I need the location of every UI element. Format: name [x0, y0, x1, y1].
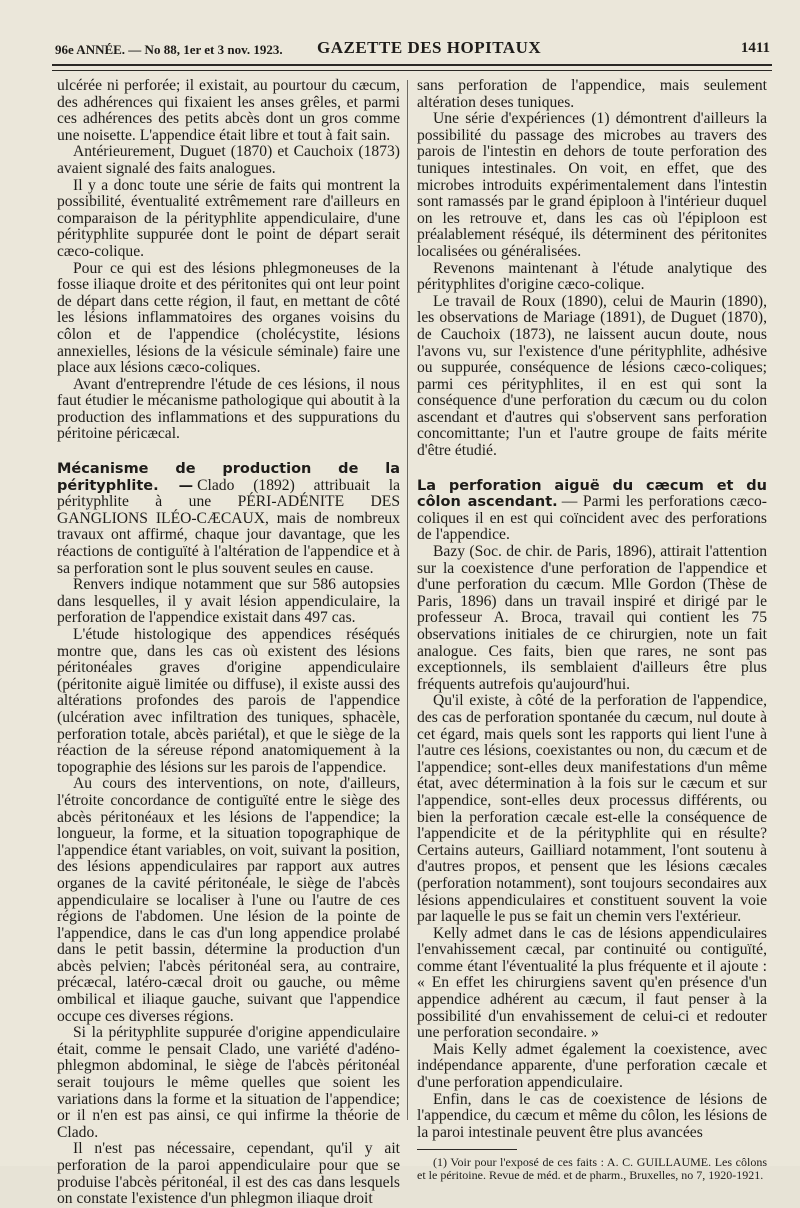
- paragraph: Antérieurement, Duguet (1870) et Cauchoix (1873) avaient signalé des faits analogues.: [57, 143, 400, 177]
- paragraph: Si la pérityphlite suppurée d'origine appendiculaire était, comme le pensait Clado, une variété d'adéno-phlegmon abdominal, le siège de l'abcès péritonéal serait toujours le même quelles que soient les variations dans la forme et la situation de l'appendice; or il n'en est pas ainsi, ce qui infirme la théorie de Clado.: [57, 1024, 400, 1141]
- paragraph: ulcérée ni perforée; il existait, au pourtour du cæcum, des adhérences qui fixaient les anses grêles, et parmi ces adhérences des petits abcès dont un gros comme une noisette. L'appendice était libre et tout à fait sain.: [57, 77, 400, 144]
- page-number: 1411: [740, 40, 770, 56]
- header-rule-thin: [52, 70, 772, 71]
- paragraph: Il n'est pas nécessaire, cependant, qu'il y ait perforation de la paroi appendiculaire pour que se produise l'abcès péritonéal, il est des cas dans lesquels on constate l'existence d'un phlegmon iliaque droit: [57, 1140, 400, 1208]
- header-rule-thick: [52, 64, 772, 66]
- section-paragraph: [57, 461, 400, 577]
- paragraph: Au cours des interventions, on note, d'ailleurs, l'étroite concordance de contiguïté entre le siège des abcès péritonéaux et les lésions de l'appendice; la longueur, la forme, et la situation topographique de l'appendice étant variables, on voit, suivant la position, des lésions appendiculaires par rapport aux autres organes de la cavité péritonéale, le siège de l'abcès appendiculaire se localiser à l'une ou l'autre de ces régions de l'abdomen. Une lésion de la pointe de l'appendice, dans le cas d'un long appendice prolabé dans le petit bassin, détermine la production d'un abcès pelvien; l'abcès péritonéal sera, au contraire, précæcal, latéro-cæcal droit ou gauche, ou même ombilical et iliaque gauche, suivant que l'appendice occupe ces diverses régions.: [57, 775, 400, 1025]
- paragraph-text: — Parmi les perforations cæco-coliques il en est qui coïncident avec des perforations de l'appendice.: [417, 493, 767, 544]
- section-paragraph: [417, 478, 767, 544]
- paragraph: sans perforation de l'appendice, mais seulement altération deses tuniques.: [417, 77, 767, 111]
- footnote: (1) Voir pour l'exposé de ces faits : A. C. GUILLAUME. Les côlons et le péritoine. Revue de méd. et de pharm., Bruxelles, no 7, 1920-1921.: [417, 1155, 767, 1183]
- paragraph: Bazy (Soc. de chir. de Paris, 1896), attirait l'attention sur la coexistence d'une perforation de l'appendice et d'une perforation du cæcum. Mlle Gordon (Thèse de Paris, 1896) dans un travail inspiré et dirigé par le professeur A. Broca, travail qui contient les 75 observations initiales de ce chirurgien, note un fait analogue. Ces faits, bien que rares, ne sont pas exceptionnels, ils semblaient d'ailleurs être plus fréquents autrefois qu'aujourd'hui.: [417, 543, 767, 693]
- paragraph: Une série d'expériences (1) démontrent d'ailleurs la possibilité du passage des microbes au travers des parois de l'intestin en dehors de toute perforation des tuniques intestinales. On voit, en effet, que des microbes introduits expérimentalement dans l'intestin sont ramassés par le grand épiploon à l'intérieur duquel on les retrouve et, dans les cas où l'épiploon est préalablement réséqué, ils déterminent des péritonites localisées ou généralisées.: [417, 110, 767, 260]
- paragraph: Avant d'entreprendre l'étude de ces lésions, il nous faut étudier le mécanisme pathologique qui aboutit à la production des inflammations et des suppurations du péritoine péricæcal.: [57, 375, 400, 443]
- column-separator: [407, 80, 408, 1120]
- paragraph: Enfin, dans le cas de coexistence de lésions de l'appendice, du cæcum et même du côlon, les lésions de la paroi intestinale peuvent être plus avancées: [417, 1090, 767, 1141]
- paragraph: Pour ce qui est des lésions phlegmoneuses de la fosse iliaque droite et des péritonites qui ont leur point de départ dans cette région, il faut, en mettant de côté les lésions inflammatoires des organes voisins du côlon et de l'appendice (cholécystite, lésions annexielles, lésions de la vésicule séminale) faire une place aux lésions cæco-coliques.: [57, 259, 400, 377]
- left-column: [57, 78, 400, 1208]
- issue-info: 96e ANNÉE. — No 88, 1er et 3 nov. 1923.: [55, 42, 283, 57]
- paragraph: Mais Kelly admet également la coexistence, avec indépendance apparente, d'une perforation cæcale et d'une perforation appendiculaire.: [417, 1040, 767, 1092]
- page-header: [55, 38, 770, 62]
- footnote-rule: [417, 1149, 517, 1150]
- section-heading: Mécanisme de production de la pérityphlite. —: [57, 461, 400, 494]
- section-heading: La perforation aiguë du cæcum et du côlon ascendant.: [417, 477, 767, 511]
- paragraph: Qu'il existe, à côté de la perforation de l'appendice, des cas de perforation spontanée du cæcum, nul doute à cet égard, mais quels sont les rapports qui lient l'une à l'autre ces lésions, coexistantes ou non, du cæcum et de l'appendice; sont-elles deux manifestations d'un même état, avec détermination à la fois sur le cæcum et sur l'appendice, sont-elles deux processus différents, ou bien la perforation cæcale est-elle la conséquence de l'appendicite et de la pérityphlite qui en résulte? Certains auteurs, Gailliard notamment, l'ont soutenu à d'autres propos, et pensent que les lésions cæcales (perforation notamment), sont toujours secondaires aux lésions appendiculaires et constituent souvent la voie par laquelle le pus se fait un chemin vers l'extérieur.: [417, 692, 767, 926]
- paragraph: L'étude histologique des appendices réséqués montre que, dans les cas où existent des lésions péritonéales graves d'origine appendiculaire (péritonite aiguë limitée ou diffuse), il existe aussi des altérations profondes des parois de l'appendice (ulcération avec infiltration des tuniques, sphacèle, perforation totale, abcès pariétal), et que le siège de la réaction de la séreuse répond anatomiquement à la topographie des lésions sur les parois de l'appendice.: [57, 626, 400, 776]
- paragraph: Revenons maintenant à l'étude analytique des pérityphlites d'origine cæco-colique.: [417, 259, 767, 294]
- paragraph: Renvers indique notamment que sur 586 autopsies dans lesquelles, il y avait lésion appendiculaire, la perforation de l'appendice existait dans 497 cas.: [57, 576, 400, 627]
- paragraph: Le travail de Roux (1890), celui de Maurin (1890), les observations de Mariage (1891), de Duguet (1870), de Cauchoix (1873), ne laissent aucun doute, nous l'avons vu, sur l'existence d'une pérityphlite, adhésive ou suppurée, conséquence de lésions cæco-coliques; parmi ces pérityphlites, il en est qui sont la conséquence d'une perforation du cæcum ou du colon ascendant et d'autres qui s'observent sans perforation concomittante; l'un et l'autre groupe de faits mérite d'être étudié.: [417, 292, 767, 460]
- paragraph-text: Clado (1892) attribuait la pérityphlite à une PÉRI-ADÉNITE DES GANGLIONS ILÉO-CÆCAUX, mais de nombreux travaux ont affirmé, chaque jour davantage, que les réactions de contiguïté à l'altération de l'appendice et à sa perforation sont le plus souvent seules en cause.: [57, 476, 400, 577]
- right-column: [417, 78, 767, 1182]
- paragraph: Il y a donc toute une série de faits qui montrent la possibilité, éventualité extrêmement rare d'ailleurs en comparaison de la pérityphlite appendiculaire, d'une pérityphlite suppurée dont le point de départ serait cæco-colique.: [57, 176, 400, 260]
- paragraph: Kelly admet dans le cas de lésions appendiculaires l'envahissement cæcal, par continuité ou contiguïté, comme étant l'éventualité la plus fréquente et il ajoute : « En effet les chirurgiens savent qu'en présence d'un appendice adhérent au cæcum, il faut penser à la possibilité d'un envahissement de celui-ci et redouter une perforation secondaire. »: [417, 924, 767, 1042]
- journal-title: GAZETTE DES HOPITAUX: [317, 38, 542, 57]
